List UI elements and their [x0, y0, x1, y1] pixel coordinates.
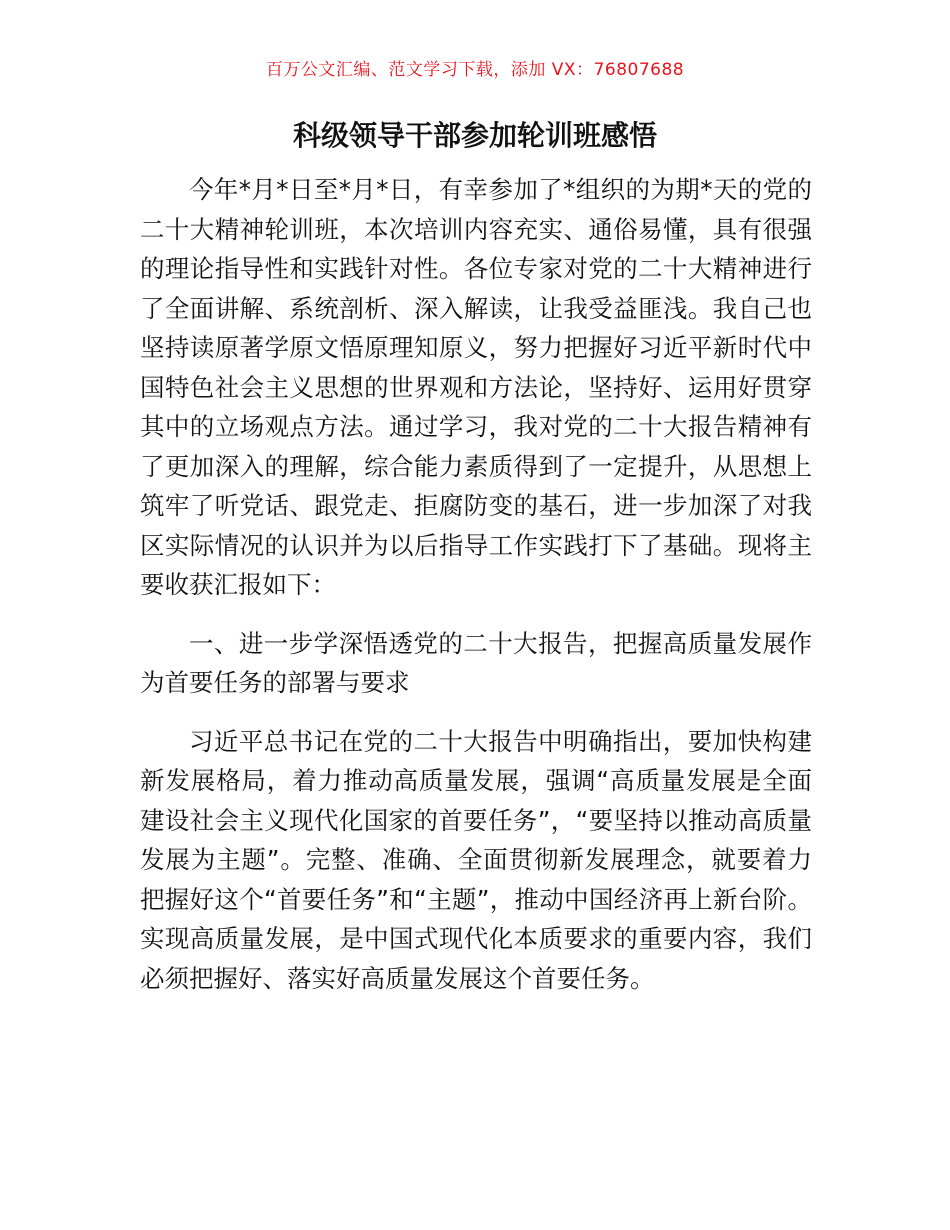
header-note: 百万公文汇编、范文学习下载，添加 VX：76807688	[265, 60, 685, 80]
document-title: 科级领导干部参加轮训班感悟	[292, 119, 657, 152]
paragraph-section-1: 习近平总书记在党的二十大报告中明确指出，要加快构建新发展格局，着力推动高质量发展，强调“高质量发展是全面建设社会主义现代化国家的首要任务”，“要坚持以推动高质量发展为主题”。完整、准确、全面贯彻新发展理念，就要着力把握好这个“首要任务”和“主题”，推动中国经济再上新台阶。实现高质量发展，是中国式现代化本质要求的重要内容，我们必须把握好、落实好高质量发展这个首要任务。	[140, 726, 812, 993]
paragraph-intro: 今年*月*日至*月*日，有幸参加了*组织的为期*天的党的二十大精神轮训班，本次培训内容充实、通俗易懂，具有很强的理论指导性和实践针对性。各位专家对党的二十大精神进行了全面讲解、系统剖析、深入解读，让我受益匪浅。我自己也坚持读原著学原文悟原理知原义，努力把握好习近平新时代中国特色社会主义思想的世界观和方法论，坚持好、运用好贯穿其中的立场观点方法。通过学习，我对党的二十大报告精神有了更加深入的理解，综合能力素质得到了一定提升，从思想上筑牢了听党话、跟党走、拒腐防变的基石，进一步加深了对我区实际情况的认识并为以后指导工作实践打下了基础。现将主要收获汇报如下：	[140, 175, 812, 599]
section-heading-1: 一、进一步学深悟透党的二十大报告，把握高质量发展作为首要任务的部署与要求	[140, 628, 812, 697]
document-body	[140, 170, 812, 998]
